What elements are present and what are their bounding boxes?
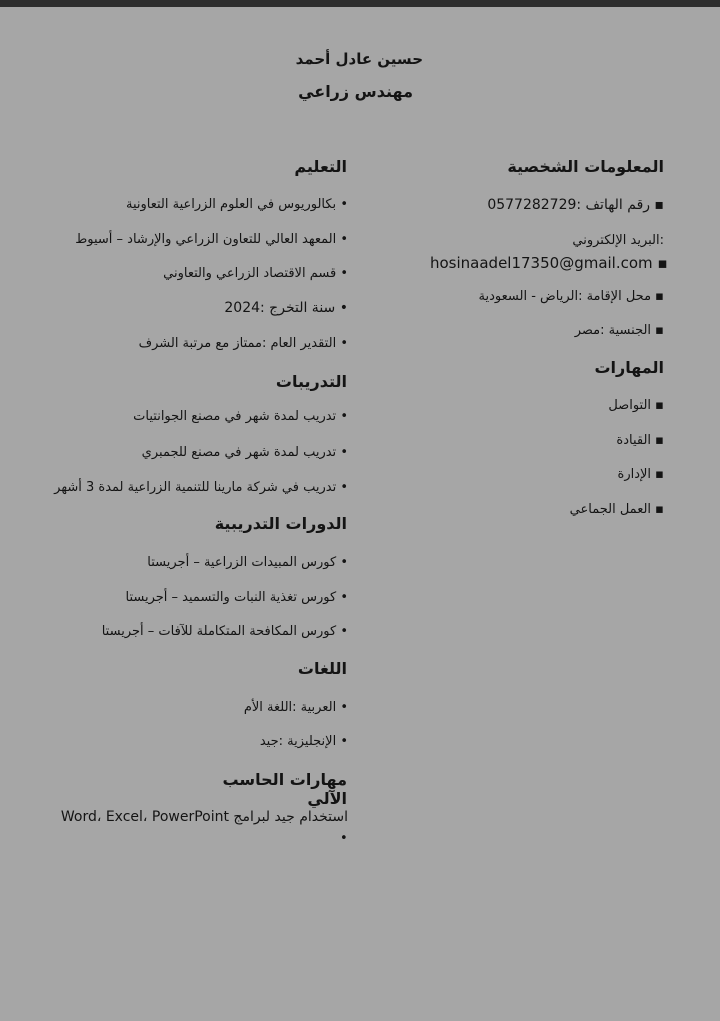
empty-bullet: • [340, 831, 348, 846]
residence-item: ▪ محل الإقامة :الرياض - السعودية [479, 289, 664, 304]
nationality-item: ▪ الجنسية :مصر [575, 323, 664, 338]
courses-heading: الدورات التدريبية [214, 514, 347, 533]
skill-item: ▪ القيادة [616, 433, 664, 448]
email-value: hosinaadel17350@gmail.com ▪ [430, 254, 668, 272]
computer-skills-text: استخدام جيد لبرامج Word، Excel، PowerPoint [60, 809, 348, 825]
education-heading: التعليم [294, 157, 347, 176]
education-item: • المعهد العالي للتعاون الزراعي والإرشاد – أسيوط [75, 232, 348, 247]
email-label: :البريد الإلكتروني [572, 233, 664, 248]
education-item: • قسم الاقتصاد الزراعي والتعاوني [163, 266, 348, 281]
skill-item: ▪ الإدارة [618, 467, 664, 482]
personal-info-heading: المعلومات الشخصية [507, 157, 664, 176]
computer-skills-heading: مهارات الحاسب الآلي [222, 770, 347, 808]
training-item: • تدريب لمدة شهر في مصنع الجوانتيات [133, 409, 348, 424]
training-item: • تدريب في شركة مارينا للتنمية الزراعية لمدة 3 أشهر [54, 480, 348, 495]
course-item: • كورس المكافحة المتكاملة للآفات – أجريستا [102, 624, 348, 639]
education-item: • بكالوريوس في العلوم الزراعية التعاونية [126, 197, 348, 212]
language-item: • الإنجليزية :جيد [260, 734, 348, 749]
education-item: • التقدير العام :ممتاز مع مرتبة الشرف [139, 336, 348, 351]
course-item: • كورس تغذية النبات والتسميد – أجريستا [126, 590, 349, 605]
skill-item: ▪ التواصل [608, 398, 664, 413]
skills-heading: المهارات [594, 358, 664, 377]
job-title: مهندس زراعي [298, 82, 413, 101]
person-name: حسين عادل أحمد [295, 50, 423, 68]
education-item: • سنة التخرج :2024 [224, 300, 348, 316]
trainings-heading: التدريبات [275, 372, 347, 391]
languages-heading: اللغات [297, 659, 347, 678]
skill-item: ▪ العمل الجماعي [570, 502, 664, 517]
top-bar [0, 0, 720, 7]
email-text: hosinaadel17350@gmail.com [430, 254, 653, 272]
course-item: • كورس المبيدات الزراعية – أجريستا [147, 555, 348, 570]
phone-item: ▪ رقم الهاتف :0577282729 [487, 197, 664, 213]
language-item: • العربية :اللغة الأم [244, 700, 348, 715]
training-item: • تدريب لمدة شهر في مصنع للجمبري [142, 445, 348, 460]
